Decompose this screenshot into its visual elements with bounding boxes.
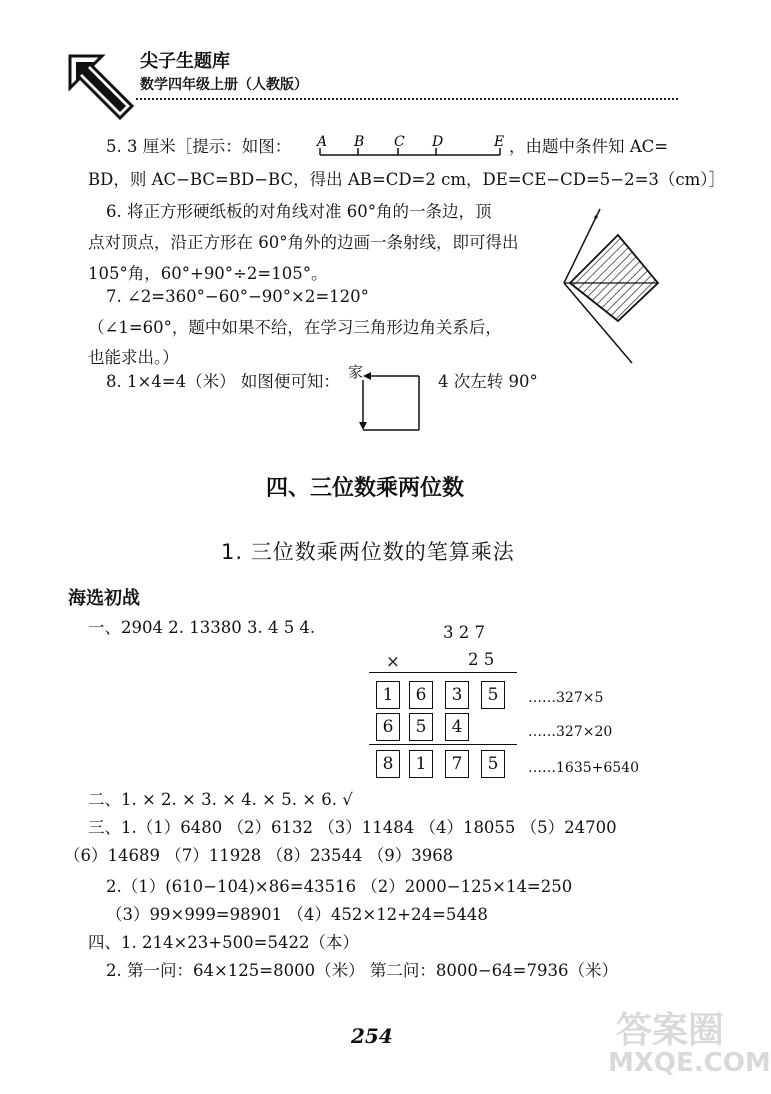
- digit-box: 7: [445, 750, 469, 778]
- answer-7-line-3: 也能求出。）: [88, 348, 179, 367]
- digit-box: 5: [481, 681, 505, 709]
- header-divider: [136, 98, 678, 100]
- rule-top: [369, 672, 517, 673]
- digit-box: 5: [481, 750, 505, 778]
- point-label-a: A: [317, 134, 328, 150]
- answer-7-line-1: 7. ∠2=360°−60°−90°×2=120°: [106, 287, 369, 306]
- answer-6-line-3: 105°角，60°+90°÷2=105°。: [88, 264, 328, 283]
- answer-8-line-1: 8. 1×4=4（米） 如图便可知：: [106, 372, 340, 391]
- q3-line-4: （3）99×999=98901 （4）452×12+24=5448: [106, 905, 488, 924]
- q4-line-2: 2. 第一问：64×125=8000（米） 第二问：8000−64=7936（米）: [106, 961, 618, 980]
- q3-line-3: 2.（1）(610−104)×86=43516 （2）2000−125×14=250: [106, 877, 573, 896]
- square-angle-figure: [560, 205, 680, 370]
- q1-answers: 一、2904 2. 13380 3. 4 5 4.: [88, 618, 316, 637]
- q4-line-1: 四、1. 214×23+500=5422（本）: [88, 933, 359, 952]
- digit-box: 5: [409, 713, 433, 741]
- digit-box: 3: [445, 681, 469, 709]
- digit-box: 6: [409, 681, 433, 709]
- vertical-multiplier: 2 5: [468, 650, 495, 669]
- vertical-multiplicand: 3 2 7: [443, 623, 485, 642]
- q2-answers: 二、1. × 2. × 3. × 4. × 5. × 6. √: [88, 790, 353, 809]
- digit-box: 1: [376, 681, 400, 709]
- point-label-d: D: [432, 134, 444, 150]
- watermark-logo: 答案圈: [616, 1010, 725, 1051]
- digit-box: 4: [445, 713, 469, 741]
- partial-note-2: ……327×20: [528, 724, 613, 740]
- answer-6-line-2: 点对顶点，沿正方形在 60°角外的边画一条射线，即可得出: [88, 233, 519, 252]
- subsection-title: 海选初战: [68, 588, 140, 609]
- digit-box: 6: [376, 713, 400, 741]
- segment-figure: [314, 133, 510, 163]
- answer-7-line-2: （∠1=60°，题中如果不给，在学习三角形边角关系后，: [88, 318, 502, 337]
- watermark-url: MXQE.COM: [608, 1048, 771, 1078]
- answer-6-line-1: 6. 将正方形硬纸板的对角线对准 60°角的一条边，顶: [106, 202, 492, 221]
- section-title: 1. 三位数乘两位数的笔算乘法: [221, 540, 515, 564]
- times-sign: ×: [386, 652, 400, 671]
- home-label: 家: [348, 363, 364, 381]
- rule-bottom: [369, 744, 517, 745]
- arrow-logo-icon: [66, 52, 136, 122]
- point-label-e: E: [494, 134, 505, 150]
- point-label-b: B: [354, 134, 365, 150]
- chapter-title: 四、三位数乘两位数: [266, 476, 465, 501]
- walking-path-figure: [355, 368, 435, 436]
- point-label-c: C: [394, 134, 405, 150]
- q3-line-2: （6）14689 （7）11928 （8）23544 （9）3968: [64, 846, 454, 865]
- partial-note-3: ……1635+6540: [528, 760, 639, 776]
- partial-note-1: ……327×5: [528, 690, 604, 706]
- answer-5-line-1b: ，由题中条件知 AC=: [509, 137, 669, 156]
- answer-8-turns: 4 次左转 90°: [438, 372, 538, 391]
- page-number: 254: [351, 1024, 393, 1048]
- digit-box: 8: [376, 750, 400, 778]
- book-series-title: 尖子生题库: [140, 51, 230, 72]
- book-subtitle: 数学四年级上册（人教版）: [140, 77, 308, 93]
- answer-5-line-1a: 5. 3 厘米［提示：如图：: [106, 137, 292, 156]
- answer-5-line-2: BD，则 AC−BC=BD−BC，得出 AB=CD=2 cm，DE=CE−CD=5−2=3（cm）］: [88, 170, 726, 189]
- digit-box: 1: [409, 750, 433, 778]
- q3-line-1: 三、1.（1）6480 （2）6132 （3）11484 （4）18055 （5）24700: [88, 818, 617, 837]
